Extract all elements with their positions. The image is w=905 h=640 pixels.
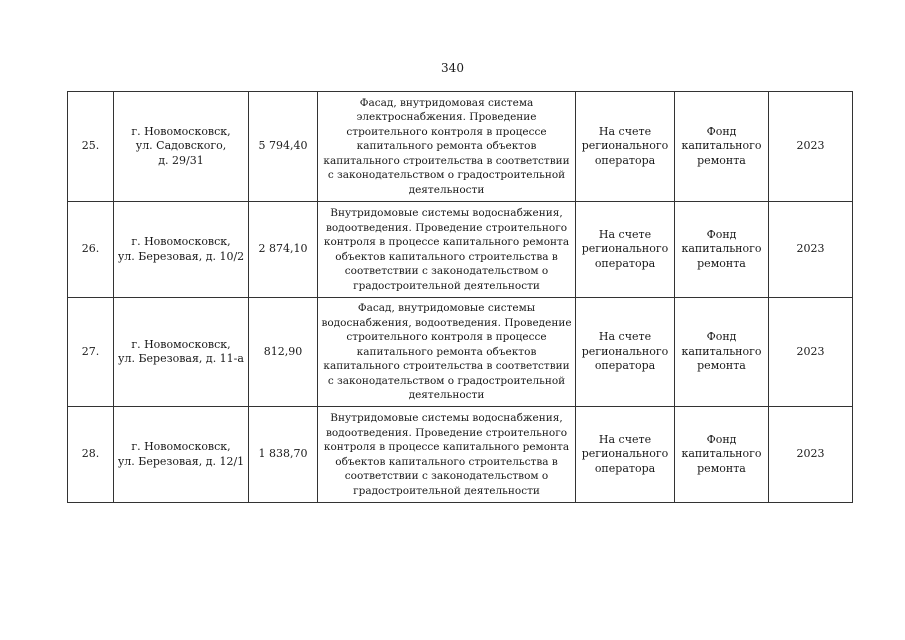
description-line: Внутридомовые системы водоснабжения,	[330, 412, 563, 424]
description-line: градостроительной деятельности	[353, 279, 540, 292]
address-line: г. Новомосковск,	[131, 440, 231, 453]
table-body	[68, 92, 853, 503]
description-line: соответствии с законодательством о	[344, 470, 549, 482]
account-cell	[576, 298, 675, 407]
fund-line: ремонта	[697, 461, 746, 475]
description-line: капитального ремонта объектов	[356, 345, 537, 358]
cost-cell: 2 874,10	[249, 202, 318, 298]
description-line: градостроительной деятельности	[353, 484, 540, 497]
fund-cell	[675, 407, 769, 503]
row-number: 28.	[68, 407, 114, 503]
description-line: строительного контроля в процессе	[346, 331, 547, 344]
description-line: строительного контроля в процессе	[346, 125, 547, 138]
year-cell: 2023	[769, 298, 853, 407]
address-cell	[114, 298, 249, 407]
fund-line: ремонта	[697, 153, 746, 167]
account-line: регионального	[581, 139, 669, 153]
fund-line: ремонта	[697, 359, 746, 373]
row-number: 25.	[68, 92, 114, 202]
description-line: деятельности	[408, 183, 485, 196]
cost-cell: 812,90	[249, 298, 318, 407]
description-cell	[318, 407, 576, 503]
description-line: водоотведения. Проведение строительного	[325, 426, 568, 439]
address-line: д. 29/31	[158, 153, 204, 167]
table-row	[68, 202, 853, 298]
address-cell	[114, 202, 249, 298]
description-line: капитального ремонта объектов	[356, 140, 537, 153]
description-line: объектов капитального строительства в	[335, 455, 558, 468]
description-line: водоотведения. Проведение строительного	[325, 221, 568, 234]
fund-line: капитального	[681, 242, 762, 256]
account-line: На счете	[598, 432, 652, 446]
description-line: Внутридомовые системы водоснабжения,	[330, 207, 563, 219]
table-row	[68, 298, 853, 407]
description-line: капитального строительства в соответствии	[323, 360, 570, 373]
year-cell: 2023	[769, 202, 853, 298]
cost-cell: 1 838,70	[249, 407, 318, 503]
account-line: оператора	[594, 153, 656, 167]
year-cell: 2023	[769, 92, 853, 202]
page-number: 340	[441, 61, 464, 75]
description-line: Фасад, внутридомовые системы	[357, 302, 536, 315]
address-line: ул. Березовая, д. 10/2	[117, 249, 245, 263]
description-line: с законодательством о градостроительной	[327, 374, 566, 387]
description-line: Фасад, внутридомовая система	[359, 96, 534, 109]
fund-line: капитального	[681, 139, 762, 153]
fund-line: капитального	[681, 344, 762, 358]
address-cell	[114, 407, 249, 503]
account-cell	[576, 92, 675, 202]
account-cell	[576, 202, 675, 298]
address-line: г. Новомосковск,	[131, 235, 231, 248]
account-line: На счете	[598, 124, 652, 138]
account-line: регионального	[581, 447, 669, 461]
description-line: с законодательством о градостроительной	[327, 169, 566, 182]
description-line: контроля в процессе капитального ремонта	[323, 441, 570, 453]
account-line: оператора	[594, 359, 656, 373]
account-line: регионального	[581, 242, 669, 256]
fund-line: Фонд	[706, 432, 737, 446]
capital-repair-table	[67, 91, 853, 503]
fund-line: Фонд	[706, 227, 737, 241]
description-cell	[318, 202, 576, 298]
address-line: ул. Березовая, д. 11-а	[118, 352, 244, 365]
address-line: ул. Березовая, д. 12/1	[117, 454, 245, 468]
table-row	[68, 407, 853, 503]
description-line: объектов капитального строительства в	[335, 250, 558, 263]
account-line: На счете	[598, 227, 652, 241]
description-cell	[318, 298, 576, 407]
fund-line: ремонта	[697, 256, 746, 270]
address-line: г. Новомосковск,	[131, 337, 231, 351]
row-number: 26.	[68, 202, 114, 298]
fund-cell	[675, 92, 769, 202]
description-line: водоснабжения, водоотведения. Проведение	[321, 316, 572, 329]
description-line: деятельности	[408, 389, 485, 402]
description-line: соответствии с законодательством о	[344, 265, 549, 277]
account-line: регионального	[581, 344, 669, 358]
account-line: оператора	[594, 256, 656, 270]
table-row	[68, 92, 853, 202]
address-cell	[114, 92, 249, 202]
description-cell	[318, 92, 576, 202]
row-number: 27.	[68, 298, 114, 407]
description-line: капитального строительства в соответствии	[323, 154, 570, 167]
account-line: оператора	[594, 461, 656, 475]
account-cell	[576, 407, 675, 503]
fund-line: капитального	[681, 447, 762, 461]
fund-line: Фонд	[706, 330, 737, 344]
account-line: На счете	[598, 330, 652, 344]
fund-line: Фонд	[706, 124, 737, 138]
year-cell: 2023	[769, 407, 853, 503]
fund-cell	[675, 298, 769, 407]
address-line: г. Новомосковск,	[131, 124, 231, 138]
description-line: электроснабжения. Проведение	[356, 111, 537, 124]
description-line: контроля в процессе капитального ремонта	[323, 236, 570, 248]
address-line: ул. Садовского,	[135, 139, 227, 153]
fund-cell	[675, 202, 769, 298]
cost-cell: 5 794,40	[249, 92, 318, 202]
